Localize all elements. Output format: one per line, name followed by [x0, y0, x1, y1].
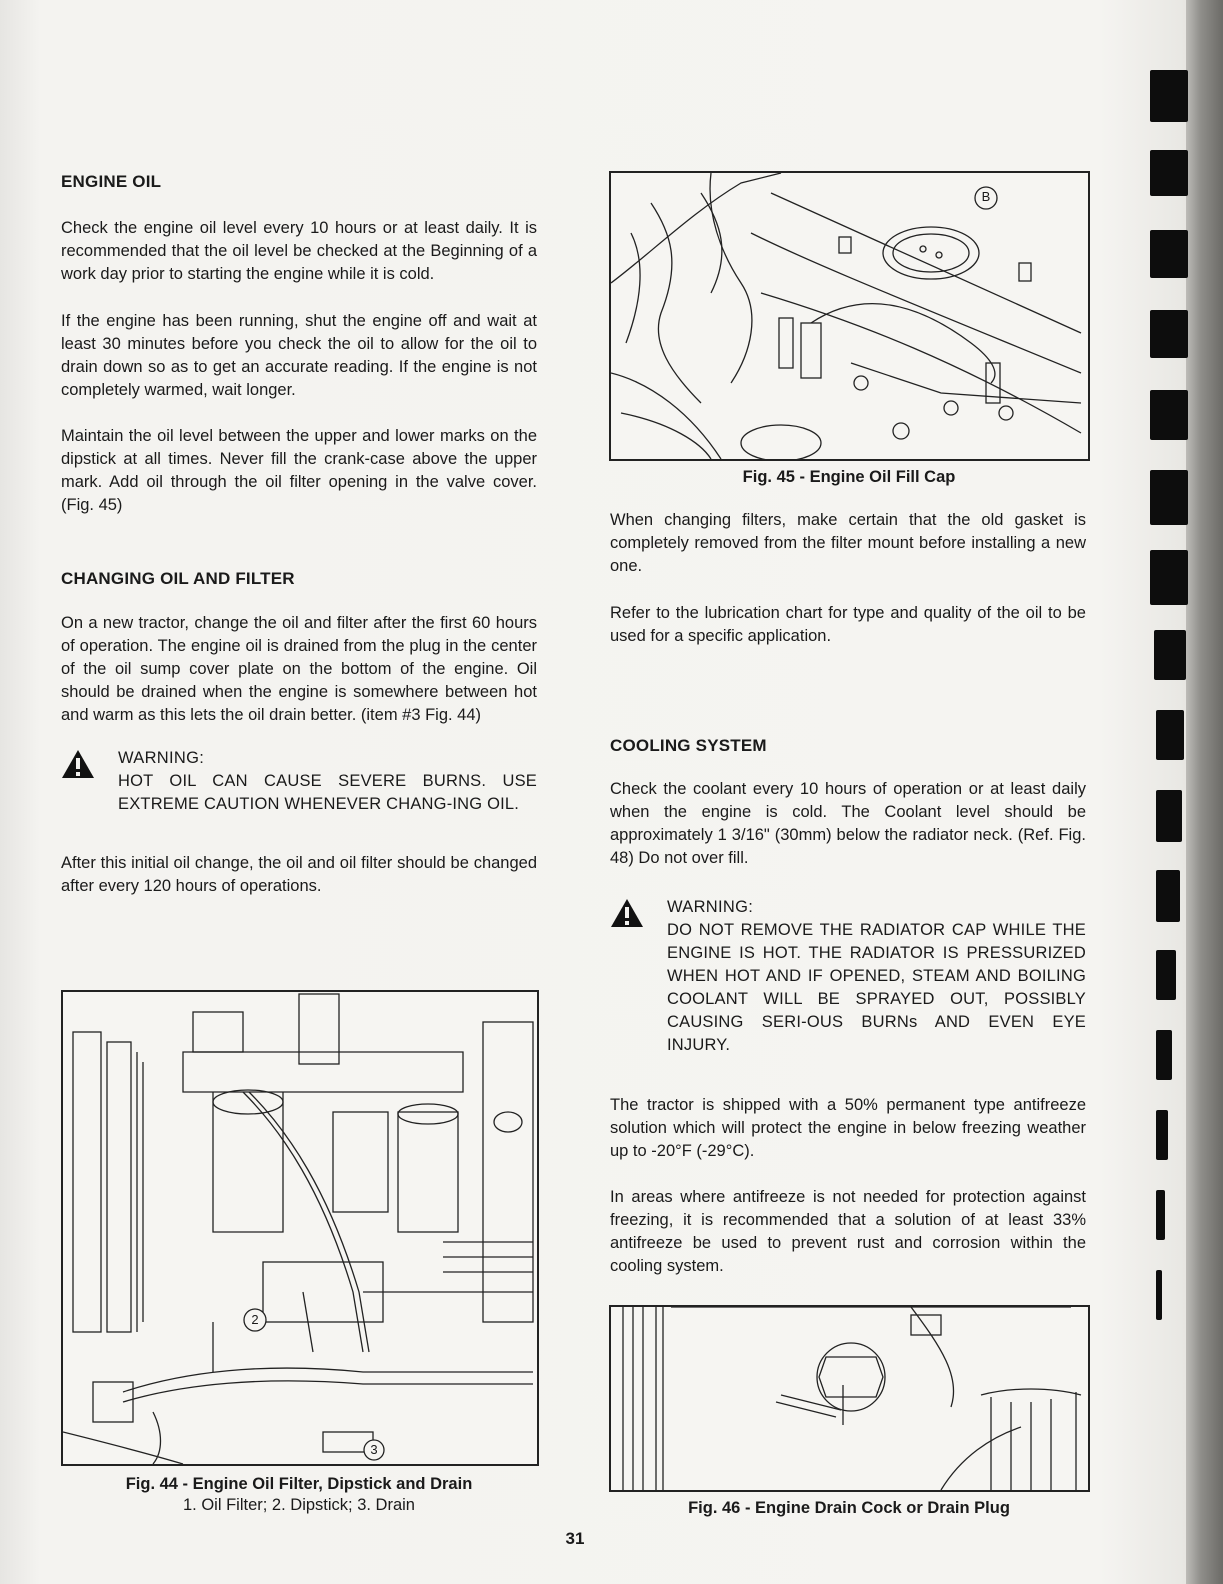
- binder-tab: [1156, 1270, 1162, 1320]
- engine-oil-paragraph-1: Check the engine oil level every 10 hours or at least daily. It is recommended that the oil level be checked at the Beginning of a work day prior to starting the engine while it is cold.: [61, 219, 537, 283]
- figure-44-caption: [61, 1474, 537, 1516]
- binder-tab: [1156, 790, 1182, 842]
- warning-title: WARNING:: [118, 749, 205, 767]
- figure-44-oil-filter-dipstick-drain: [61, 990, 539, 1466]
- warning-title: WARNING:: [667, 898, 754, 916]
- right-column: [610, 509, 1086, 1278]
- warning-triangle-icon: [610, 898, 644, 928]
- figure-46-drain-cock: [609, 1305, 1090, 1492]
- page-number: 31: [565, 1529, 585, 1548]
- figure-44-legend: 1. Oil Filter; 2. Dipstick; 3. Drain: [183, 1496, 415, 1514]
- cooling-system-heading: COOLING SYSTEM: [610, 736, 767, 755]
- cooling-paragraph: Check the coolant every 10 hours of operation or at least daily when the engine is cold. The Coolant level should be approximately 1 3/16" (30mm) below the radiator neck. (Ref. Fig. 48) Do not over fill.: [610, 780, 1086, 867]
- binder-tab: [1156, 870, 1180, 922]
- left-column: [61, 170, 537, 898]
- binder-tab: [1150, 550, 1188, 605]
- engine-oil-heading: ENGINE OIL: [61, 172, 162, 191]
- figure-45-oil-fill-cap: [609, 171, 1090, 461]
- binder-tab: [1156, 710, 1184, 760]
- callout-2-label: 2: [251, 1312, 259, 1327]
- figure-46-caption: Fig. 46 - Engine Drain Cock or Drain Plug: [688, 1499, 1010, 1517]
- binder-tab: [1150, 70, 1188, 122]
- binder-tab: [1156, 1110, 1168, 1160]
- warning-triangle-icon: [61, 749, 95, 779]
- binder-tab: [1156, 1030, 1172, 1080]
- binder-tab: [1154, 630, 1186, 680]
- filters-paragraph-1: When changing filters, make certain that the old gasket is completely removed from the filter mount before installing a new one.: [610, 511, 1086, 575]
- hot-oil-warning: [61, 747, 537, 816]
- changing-oil-heading: CHANGING OIL AND FILTER: [61, 569, 295, 588]
- antifreeze-paragraph-1: The tractor is shipped with a 50% permanent type antifreeze solution which will protect the engine in below freezing weather up to -20°F (-29°C).: [610, 1096, 1086, 1160]
- figure-44-caption-title: Fig. 44 - Engine Oil Filter, Dipstick and Drain: [125, 1475, 473, 1493]
- engine-top-illustration: [611, 173, 1088, 459]
- binder-tabs: [1150, 60, 1223, 1584]
- binder-tab: [1156, 1190, 1165, 1240]
- figure-45-caption: Fig. 45 - Engine Oil Fill Cap: [742, 468, 956, 486]
- warning-text: DO NOT REMOVE THE RADIATOR CAP WHILE THE ENGINE IS HOT. THE RADIATOR IS PRESSURIZED WHEN HOT AND IF OPENED, STEAM AND BOILING COOLANT WILL BE SPRAYED OUT, POSSIBLY CAUSING SERI-OUS BURNs AND EVEN EYE INJURY.: [667, 921, 1086, 1054]
- binder-tab: [1150, 310, 1188, 358]
- engine-oil-paragraph-3: Maintain the oil level between the upper and lower marks on the dipstick at all times. Never fill the crank-case above the upper mark. Add oil through the oil filter opening in the valve cover. (Fig. 45): [61, 427, 537, 514]
- antifreeze-paragraph-2: In areas where antifreeze is not needed for protection against freezing, it is recommended that a solution of at least 33% antifreeze be used to prevent rust and corrosion within the cooling system.: [610, 1188, 1086, 1275]
- engine-oil-paragraph-2: If the engine has been running, shut the engine off and wait at least 30 minutes before you check the oil to allow for the oil to drain down so as to get an accurate reading. If the engine is not completely warmed, wait longer.: [61, 312, 537, 399]
- after-initial-change-paragraph: After this initial oil change, the oil and oil filter should be changed after every 120 hours of operations.: [61, 854, 537, 895]
- binder-tab: [1150, 150, 1188, 196]
- engine-side-illustration: [63, 992, 537, 1464]
- radiator-warning: [610, 896, 1086, 1057]
- callout-3-label: 3: [370, 1442, 378, 1457]
- callout-b-label: B: [981, 189, 991, 204]
- changing-oil-paragraph: On a new tractor, change the oil and filter after the first 60 hours of operation. The engine oil is drained from the plug in the center of the oil sump cover plate on the bottom of the engine. Oil should be drained when the engine is somewhere between hot and warm as this lets the oil drain better. (item #3 Fig. 44): [61, 614, 537, 724]
- binder-tab: [1150, 230, 1188, 278]
- binder-tab: [1150, 470, 1188, 525]
- drain-cock-illustration: [611, 1307, 1088, 1490]
- warning-text: HOT OIL CAN CAUSE SEVERE BURNS. USE EXTREME CAUTION WHENEVER CHANG-ING OIL.: [118, 772, 537, 813]
- binder-tab: [1156, 950, 1176, 1000]
- filters-paragraph-2: Refer to the lubrication chart for type and quality of the oil to be used for a specific application.: [610, 604, 1086, 645]
- binder-tab: [1150, 390, 1188, 440]
